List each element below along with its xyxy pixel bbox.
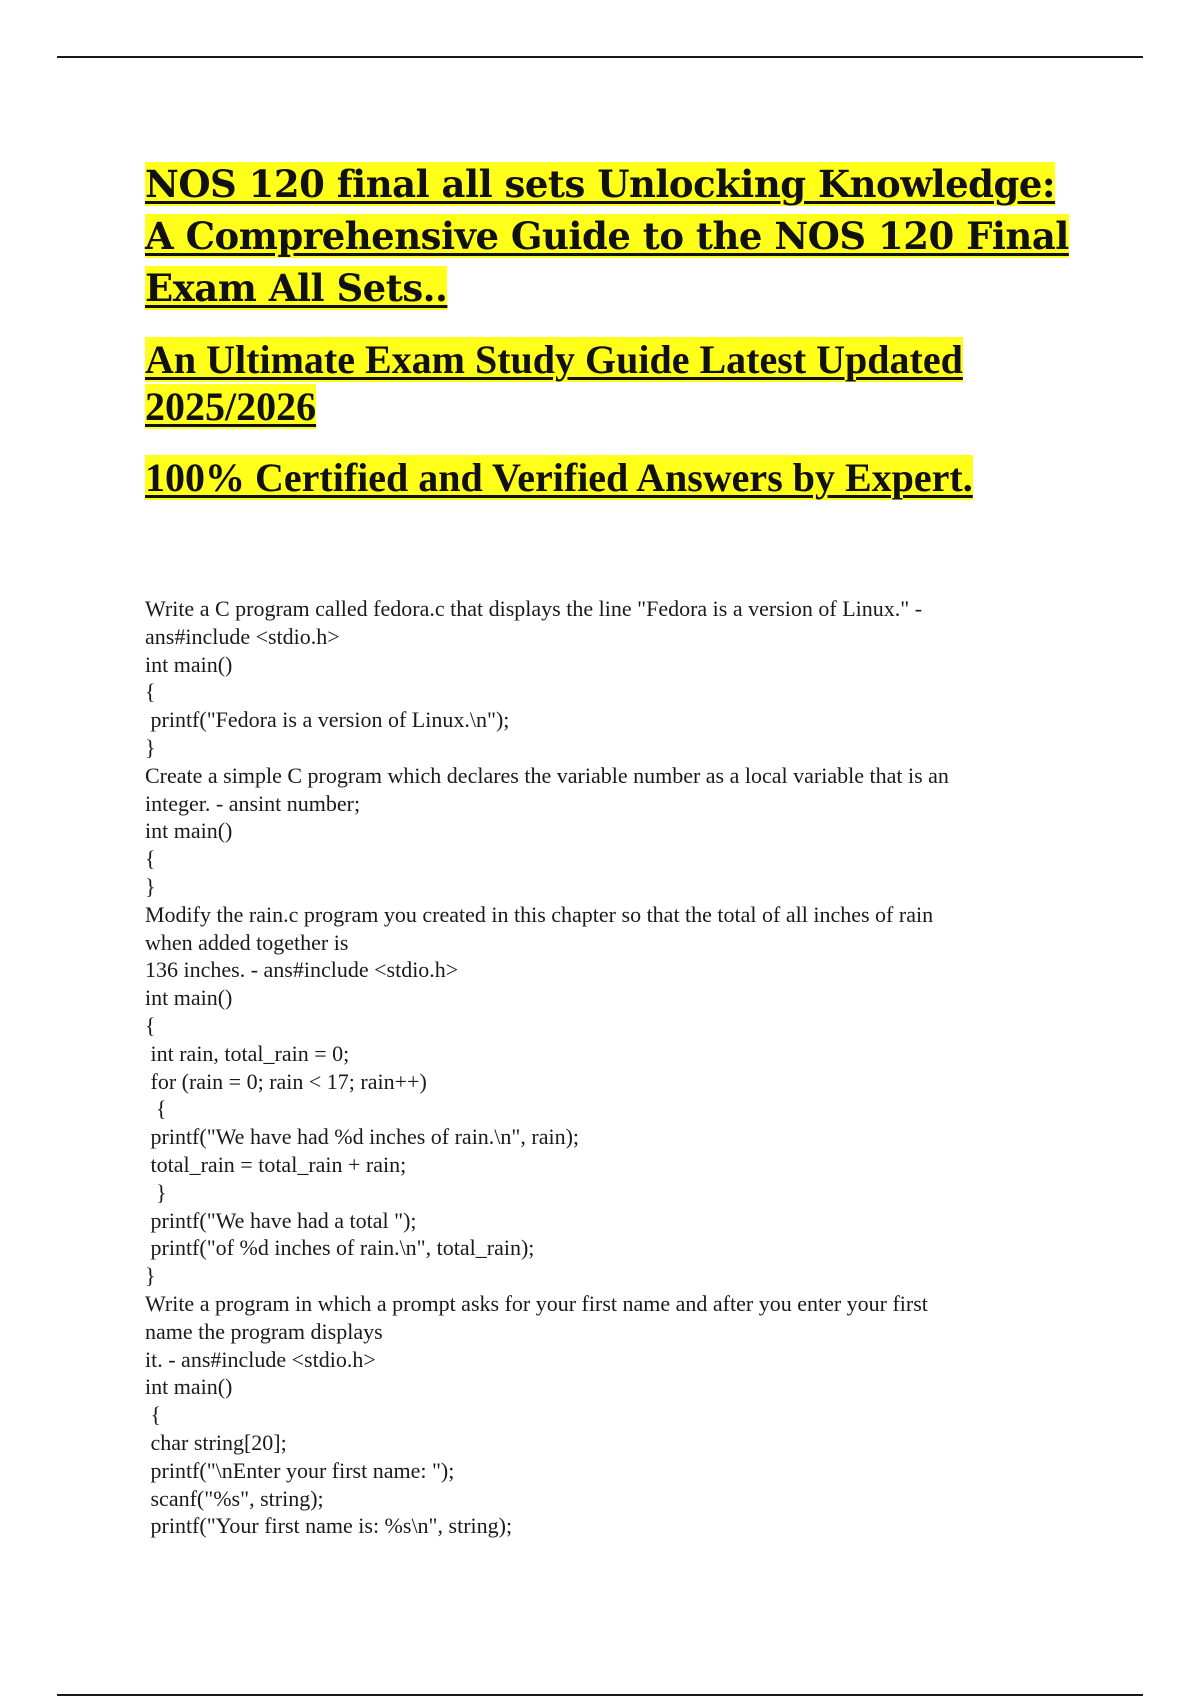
- body-line: }: [145, 1263, 156, 1289]
- body-line: char string[20];: [145, 1429, 287, 1455]
- body-line: }: [145, 873, 156, 899]
- body-line: name the program displays: [145, 1318, 383, 1344]
- body-line: printf("\nEnter your first name: ");: [145, 1457, 455, 1483]
- body-line: it. - ans#include <stdio.h>: [145, 1346, 376, 1372]
- body-line: int main(): [145, 818, 233, 844]
- body-line: {: [145, 1096, 167, 1122]
- document-subtitle-text: An Ultimate Exam Study Guide Latest Updated 2025/2026: [145, 337, 963, 429]
- document-title-text: NOS 120 final all sets Unlocking Knowledge: A Comprehensive Guide to the NOS 120 Final Exam All Sets..: [145, 162, 1069, 310]
- body-line: scanf("%s", string);: [145, 1485, 324, 1511]
- body-line: {: [145, 679, 156, 705]
- body-line: }: [145, 1179, 167, 1205]
- body-line: total_rain = total_rain + rain;: [145, 1151, 407, 1177]
- certification-heading-text: 100% Certified and Verified Answers by Expert.: [145, 455, 973, 500]
- footer-rule: [57, 1694, 1143, 1696]
- body-line: printf("of %d inches of rain.\n", total_rain);: [145, 1235, 535, 1261]
- body-line: {: [145, 1012, 156, 1038]
- body-line: {: [145, 846, 156, 872]
- body-line: when added together is: [145, 929, 349, 955]
- body-line: Write a program in which a prompt asks for your first name and after you enter your first: [145, 1290, 928, 1316]
- document-title: [145, 158, 1075, 314]
- body-line: Modify the rain.c program you created in this chapter so that the total of all inches of rain: [145, 901, 934, 927]
- body-line: int main(): [145, 985, 233, 1011]
- heading-block: [145, 158, 1075, 501]
- body-line: 136 inches. - ans#include <stdio.h>: [145, 957, 459, 983]
- body-line: printf("We have had %d inches of rain.\n", rain);: [145, 1124, 580, 1150]
- body-line: int main(): [145, 1374, 233, 1400]
- header-rule: [57, 56, 1143, 58]
- body-line: }: [145, 734, 156, 760]
- body-line: Create a simple C program which declares the variable number as a local variable that is an: [145, 762, 949, 788]
- body-line: for (rain = 0; rain < 17; rain++): [145, 1068, 427, 1094]
- body-line: ans#include <stdio.h>: [145, 623, 340, 649]
- body-line: {: [145, 1402, 162, 1428]
- body-line: Write a C program called fedora.c that displays the line "Fedora is a version of Linux." -: [145, 596, 923, 621]
- document-body: [145, 595, 1045, 1540]
- body-line: printf("Fedora is a version of Linux.\n");: [145, 707, 510, 733]
- body-line: printf("We have had a total ");: [145, 1207, 417, 1233]
- body-line: printf("Your first name is: %s\n", string);: [145, 1513, 513, 1539]
- body-line: int main(): [145, 651, 233, 677]
- document-subtitle: [145, 336, 1075, 430]
- body-line: int rain, total_rain = 0;: [145, 1040, 350, 1066]
- body-line: integer. - ansint number;: [145, 790, 361, 816]
- certification-heading: [145, 454, 1075, 501]
